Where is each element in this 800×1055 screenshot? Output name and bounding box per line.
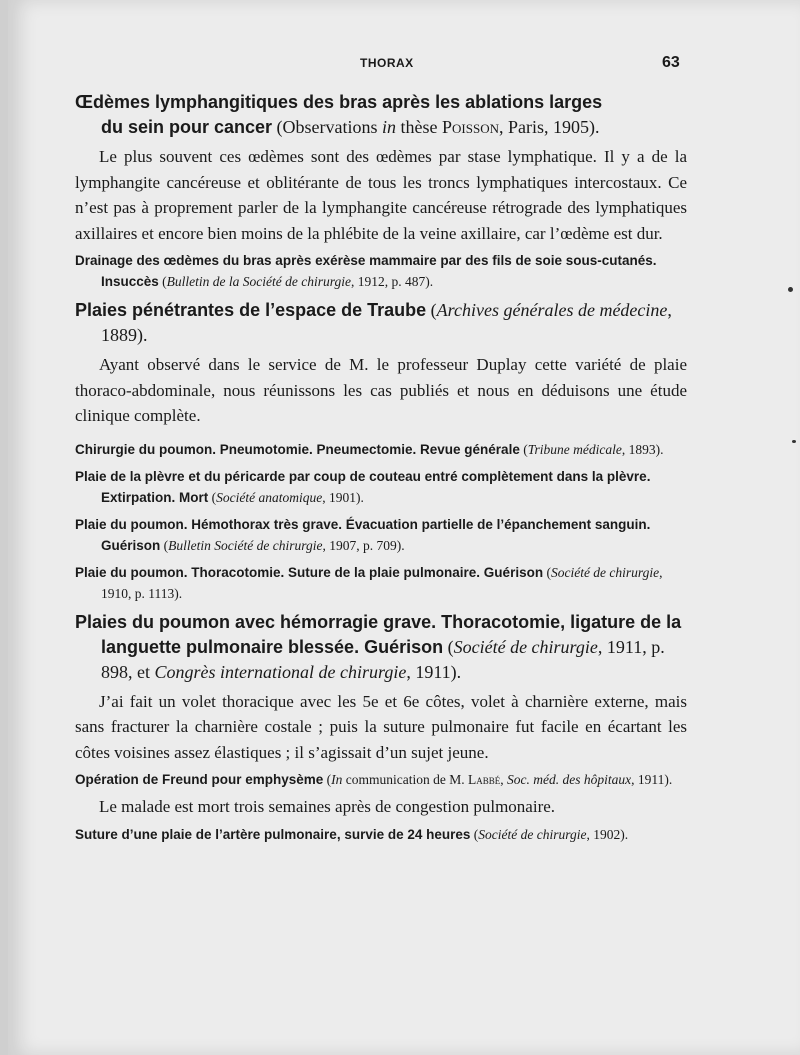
- entry-plaie-plevre: [75, 466, 687, 508]
- entry-oedemes-lymphangitiques: [75, 90, 687, 140]
- entry-title: Œdèmes lymphangitiques des bras après les ablations larges: [75, 92, 603, 112]
- entry-title: Plaies du poumon avec hémorragie grave. Thoracotomie, ligature de la languette pulmonaire blessée. Guérison: [75, 611, 682, 657]
- entry-title: Plaies pénétrantes de l’espace de Traube: [75, 300, 427, 320]
- entry-title: Plaie du poumon. Hémothorax très grave. Évacuation partielle de l’épanchement sanguin. Guérison: [75, 516, 651, 553]
- paragraph-malade-mort: Le malade est mort trois semaines après de congestion pulmonaire.: [99, 797, 556, 816]
- entry-reference: (Société anatomique, 1901).: [208, 489, 364, 505]
- entry-title: Chirurgie du poumon. Pneumotomie. Pneumectomie. Revue générale: [75, 441, 520, 457]
- page-number: 63: [662, 54, 680, 71]
- entry-drainage-oedemes: [75, 250, 687, 292]
- entry-title-continued: du sein pour cancer: [101, 117, 273, 137]
- scan-speck: [788, 287, 793, 292]
- entry-plaies-traube: [75, 298, 687, 348]
- entry-title: Plaie du poumon. Thoracotomie. Suture de la plaie pulmonaire. Guérison: [75, 564, 544, 580]
- entry-reference: (Observations in thèse Poisson, Paris, 1905).: [272, 117, 600, 137]
- page-header: [8, 54, 800, 78]
- entry-reference: (Bulletin Société de chirurgie, 1907, p. 709).: [160, 537, 405, 553]
- paragraph-oedemes: Le plus souvent ces œdèmes sont des œdèmes par stase lymphatique. Il y a de la lymphangite cancéreuse et oblitérante de tous les troncs lymphatiques intercostaux. Ce n’est pas à proprement parler de la lymphangite cancéreuse rétrograde des lymphatiques axillaires et encore bien moins de la phlébite de la veine axillaire, car l’œdème est dur.: [75, 147, 687, 243]
- page-content: [75, 90, 687, 845]
- entry-plaies-poumon-hemorragie: [75, 610, 687, 685]
- entry-reference: (Société de chirurgie, 1911, p. 898, et Congrès international de chirurgie, 1911).: [101, 636, 665, 682]
- entry-title: Suture d’une plaie de l’artère pulmonaire, survie de 24 heures: [75, 826, 471, 842]
- entry-title: Opération de Freund pour emphysème: [75, 772, 324, 787]
- entry-title: Drainage des œdèmes du bras après exérèse mammaire par des fils de soie sous-cutanés. Insuccès: [75, 253, 657, 289]
- entry-reference: (Société de chirurgie, 1902).: [470, 826, 629, 842]
- paragraph-traube: Ayant observé dans le service de M. le professeur Duplay cette variété de plaie thoraco-abdominale, nous réunissons les cas publiés et nous en déduisons une étude clinique complète.: [75, 355, 687, 425]
- paragraph-volet-thoracique: J’ai fait un volet thoracique avec les 5e et 6e côtes, volet à charnière externe, mais sans fracturer la charnière costale ; puis la suture pulmonaire fut facile en écartant les côtes voisines assez élastiques ; il s’agissait d’un sujet jeune.: [75, 691, 687, 762]
- entry-suture-artere-pulmonaire: [75, 824, 687, 845]
- entry-reference: (Tribune médicale, 1893).: [519, 441, 664, 457]
- scan-speck: [792, 440, 796, 443]
- page: [8, 0, 800, 1055]
- entry-plaie-poumon-hemothorax: [75, 514, 687, 556]
- running-title: THORAX: [360, 56, 414, 70]
- entry-reference: (Société de chirurgie, 1910, p. 1113).: [101, 564, 663, 601]
- entry-title: Plaie de la plèvre et du péricarde par coup de couteau entré complètement dans la plèvre. Extirpation. Mort: [75, 468, 651, 505]
- entry-reference: (Archives générales de médecine, 1889).: [101, 300, 672, 345]
- entry-operation-freund: [75, 769, 687, 790]
- entry-reference: (In communication de M. Labbé, Soc. méd. des hôpitaux, 1911).: [323, 772, 673, 787]
- entry-chirurgie-poumon: [75, 439, 687, 460]
- entry-reference: (Bulletin de la Société de chirurgie, 1912, p. 487).: [158, 274, 434, 289]
- entry-plaie-poumon-thoracotomie: [75, 562, 687, 604]
